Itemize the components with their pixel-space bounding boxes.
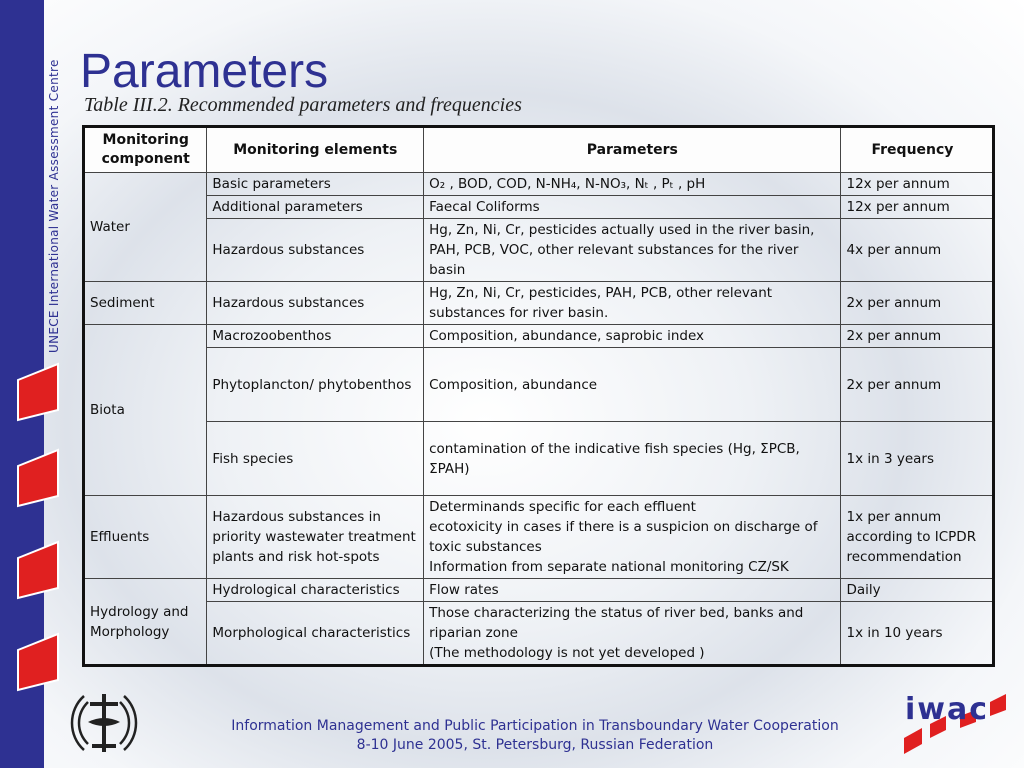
table-row xyxy=(84,196,994,219)
table-row xyxy=(84,219,994,282)
frequency-cell: 12x per annum xyxy=(841,173,994,196)
table-row xyxy=(84,348,994,422)
footer-event-title: Information Management and Public Participation in Transboundary Water Cooperation xyxy=(231,718,839,734)
parameters-cell: contamination of the indicative fish species (Hg, ΣPCB, ΣPAH) xyxy=(424,422,841,496)
parameters-table xyxy=(82,125,995,667)
table-row xyxy=(84,173,994,196)
page-title: Parameters xyxy=(80,45,329,98)
parameters-cell: Hg, Zn, Ni, Cr, pesticides actually used in the river basin, PAH, PCB, VOC, other relevant substances for the river basin xyxy=(424,219,841,282)
element-cell: Hydrological characteristics xyxy=(207,579,424,602)
element-cell: Macrozoobenthos xyxy=(207,325,424,348)
sidebar-org-label: UNECE International Water Assessment Centre xyxy=(47,59,61,353)
table-caption: Table III.2. Recommended parameters and frequencies xyxy=(84,94,522,116)
element-cell: Morphological characteristics xyxy=(207,602,424,666)
frequency-cell: 12x per annum xyxy=(841,196,994,219)
sidebar-org-text xyxy=(45,8,65,353)
element-cell: Hazardous substances in priority wastewater treatment plants and risk hot-spots xyxy=(207,496,424,579)
frequency-cell: 2x per annum xyxy=(841,325,994,348)
parameters-cell: O₂ , BOD, COD, N-NH₄, N-NO₃, Nₜ , Pₜ , pH xyxy=(424,173,841,196)
element-cell: Fish species xyxy=(207,422,424,496)
parameters-cell: Composition, abundance xyxy=(424,348,841,422)
parameters-cell: Flow rates xyxy=(424,579,841,602)
un-emblem-icon xyxy=(62,688,146,758)
element-cell: Additional parameters xyxy=(207,196,424,219)
header-frequency: Frequency xyxy=(841,127,994,173)
component-cell: Biota xyxy=(84,325,207,496)
footer xyxy=(180,717,890,755)
header-parameters: Parameters xyxy=(424,127,841,173)
header-monitoring-component: Monitoring component xyxy=(84,127,207,173)
component-cell: Water xyxy=(84,173,207,282)
table-row xyxy=(84,325,994,348)
frequency-cell: 1x per annum according to ICPDR recommendation xyxy=(841,496,994,579)
frequency-cell: 2x per annum xyxy=(841,282,994,325)
element-cell: Hazardous substances xyxy=(207,219,424,282)
red-tab-decoration xyxy=(14,448,60,508)
component-cell: Sediment xyxy=(84,282,207,325)
frequency-cell: 1x in 3 years xyxy=(841,422,994,496)
frequency-cell: 1x in 10 years xyxy=(841,602,994,666)
parameters-cell: Determinands specific for each effluent ecotoxicity in cases if there is a suspicion on discharge of toxic substances Information from separate national monitoring CZ/SK xyxy=(424,496,841,579)
table-header-row xyxy=(84,127,994,173)
table-row xyxy=(84,496,994,579)
red-tab-decoration xyxy=(14,362,60,422)
table-row xyxy=(84,579,994,602)
parameters-cell: Those characterizing the status of river bed, banks and riparian zone (The methodology is not yet developed ) xyxy=(424,602,841,666)
table-row xyxy=(84,422,994,496)
red-tab-decoration xyxy=(14,632,60,692)
frequency-cell: Daily xyxy=(841,579,994,602)
element-cell: Phytoplancton/ phytobenthos xyxy=(207,348,424,422)
table-row xyxy=(84,282,994,325)
element-cell: Basic parameters xyxy=(207,173,424,196)
parameters-cell: Faecal Coliforms xyxy=(424,196,841,219)
element-cell: Hazardous substances xyxy=(207,282,424,325)
iwac-logo-text: iwac xyxy=(905,692,990,727)
parameters-cell: Hg, Zn, Ni, Cr, pesticides, PAH, PCB, other relevant substances for river basin. xyxy=(424,282,841,325)
frequency-cell: 2x per annum xyxy=(841,348,994,422)
component-cell: Effluents xyxy=(84,496,207,579)
red-tab-decoration xyxy=(14,540,60,600)
component-cell: Hydrology and Morphology xyxy=(84,579,207,666)
header-monitoring-elements: Monitoring elements xyxy=(207,127,424,173)
table-row xyxy=(84,602,994,666)
frequency-cell: 4x per annum xyxy=(841,219,994,282)
footer-event-date: 8-10 June 2005, St. Petersburg, Russian Federation xyxy=(356,737,714,753)
parameters-cell: Composition, abundance, saprobic index xyxy=(424,325,841,348)
